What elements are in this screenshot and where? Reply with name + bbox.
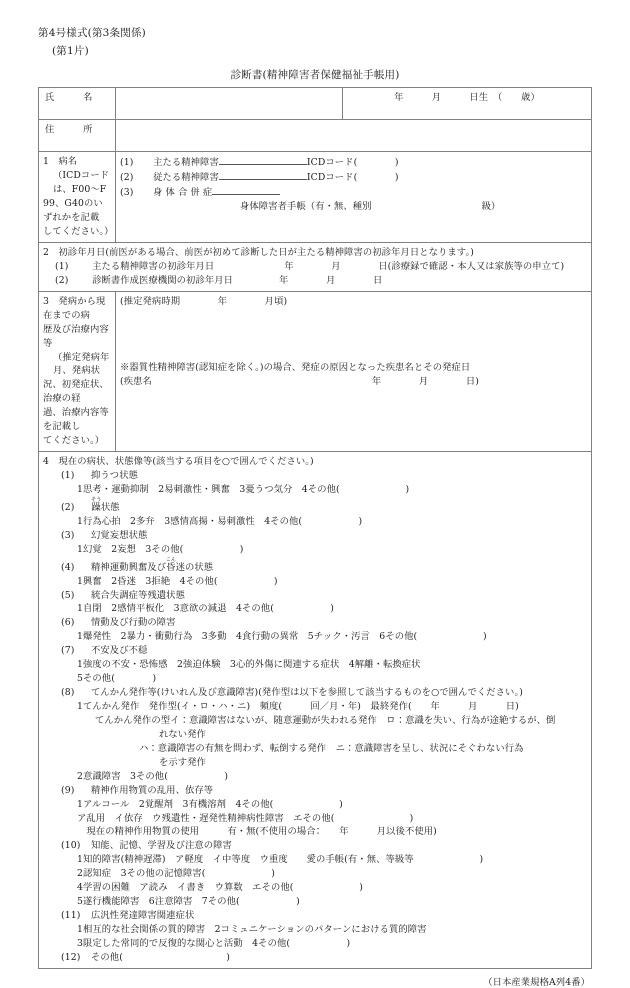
address-label: 住 所 — [39, 120, 116, 152]
sheet-number: (第1片) — [52, 45, 89, 58]
form-code: 第4号様式(第3条関係) — [38, 27, 146, 39]
intellect-options-c[interactable]: 4学習の困難 ア読み イ書き ウ算数 エその他( ) — [77, 882, 363, 894]
symptom-options-3[interactable]: 1幻覚 2妄想 3その他( ) — [77, 543, 244, 555]
substance-options-b[interactable]: ア乱用 イ依存 ウ残遺性・遅発性精神病性障害 エその他( ) — [77, 812, 414, 824]
symptom-item-1[interactable]: (1) 抑うつ状態 — [61, 470, 138, 482]
symptom-item-9[interactable]: (9) 精神作用物質の乱用、依存等 — [61, 784, 214, 796]
epilepsy-type-line-1b: れない発作 — [159, 728, 206, 740]
stupor-ruby: 昏こん — [165, 556, 177, 573]
pdd-options-a[interactable]: 1相互的な社会関係の質的障害 2コミュニケーションのパターンにおける質的障害 — [77, 924, 427, 936]
symptom-item-10[interactable]: (10) 知能、記憶、学習及び注意の障害 — [61, 840, 232, 852]
epilepsy-tail-line[interactable]: 2意識障害 3その他( ) — [77, 770, 229, 782]
section3-row — [39, 291, 592, 451]
symptom-item-8[interactable]: (8) てんかん発作等(けいれん及び意識障害)(発作型は以下を参照して該当するものを○で囲んでください。) — [61, 687, 523, 699]
mania-ruby: 躁そう — [91, 496, 102, 513]
organic-disease-line: (疾患名 年 月 日) — [120, 375, 480, 387]
symptom-options-7a[interactable]: 1強度の不安・恐怖感 2強迫体験 3心的外傷に関連する症状 4解離・転換症状 — [77, 659, 421, 671]
epilepsy-type-line-1: てんかん発作の型イ：意識障害はないが、随意運動が失われる発作 ロ：意識を失い、行為が途絶するが、倒 — [95, 714, 556, 726]
document-title: 診断書(精神障害者保健福祉手帳用) — [230, 69, 400, 82]
epilepsy-type-line-2: ハ：意識障害の有無を問わず、転倒する発作 ニ：意識障害を呈し、状況にそぐわない行為 — [139, 742, 524, 754]
intellect-options-d[interactable]: 5遂行機能障害 6注意障害 7その他( ) — [77, 896, 300, 908]
symptom-item-2[interactable]: (2) 躁そう状態 — [61, 496, 120, 513]
substance-current-use[interactable]: 現在の精神作用物質の使用 有・無(不使用の場合： 年 月以後不使用) — [77, 826, 437, 838]
symptom-item-5[interactable]: (5) 統合失調症等残遺状態 — [61, 589, 185, 601]
symptom-item-7[interactable]: (7) 不安及び不穏 — [61, 645, 148, 657]
section4-row — [39, 452, 592, 969]
section2-item1: (1) 主たる精神障害の初診年月日 年 月 日(診療録で確認・本人又は家族等の申立て) — [55, 260, 565, 272]
section1-body — [116, 152, 592, 243]
section4-heading: 4 現在の病状、状態像等(該当する項目を○で囲んでください。) — [43, 456, 314, 468]
physical-complication-line: (3) 身 体 合 併 症 — [120, 185, 587, 200]
section3-label: 3 発病から現在までの病 歴及び治療内容等 （推定発病年月、発病状 況、初発症状、治療の経 過、治療内容等を記載し てください。） — [39, 291, 116, 451]
birthdate-cell[interactable]: 年 月 日生 （ 歳） — [343, 88, 592, 120]
symptom-options-1[interactable]: 1思考・運動抑制 2易刺激性・興奮 3憂うつ気分 4その他( ) — [77, 483, 410, 495]
primary-disorder-line: (1) 主たる精神障害 ICDコード( ) — [120, 157, 399, 169]
paper-size-note: （日本産業規格A列4番） — [483, 976, 590, 988]
section2-body — [39, 242, 592, 291]
symptom-options-7b[interactable]: 5その他( ) — [77, 673, 157, 685]
intellect-options-b[interactable]: 2認知症 3その他の記憶障害( ) — [77, 868, 276, 880]
symptom-options-2[interactable]: 1行為心拍 2多弁 3感情高揚・易刺激性 4その他( ) — [77, 515, 363, 527]
address-input-cell[interactable] — [116, 120, 592, 152]
name-label: 氏 名 — [39, 88, 116, 120]
symptom-options-4[interactable]: 1興奮 2昏迷 3拒絶 4その他( ) — [77, 575, 278, 587]
certificate-table — [38, 87, 592, 969]
epilepsy-seizure-line[interactable]: 1てんかん発作 発作型(イ・ロ・ハ・ニ) 頻度( 回／月・年) 最終発作( 年 月 日) — [77, 701, 519, 713]
section1-row — [39, 152, 592, 243]
symptom-item-6[interactable]: (6) 情動及び行動の障害 — [61, 617, 176, 629]
section4-body — [39, 452, 592, 969]
organic-note: ※器質性精神障害(認知症を除く。)の場合、発症の原因となった疾患名とその発症日 — [120, 361, 471, 373]
epilepsy-type-line-2b: を示す発作 — [159, 756, 206, 768]
address-row — [39, 120, 592, 152]
pdd-options-b[interactable]: 3限定した常同的で反復的な関心と活動 4その他( ) — [77, 937, 351, 949]
primary-disorder-blank[interactable] — [219, 155, 307, 165]
secondary-disorder-line: (2) 従たる精神障害 ICDコード( ) — [120, 171, 399, 183]
section1-label: 1 病名 （ICDコードは、F00〜F 99、G40のいずれかを記載 してください。） — [39, 152, 116, 243]
secondary-disorder-blank[interactable] — [219, 170, 307, 180]
disability-book-line[interactable]: 身体障害者手帳（有・無、種別 級） — [240, 200, 501, 212]
section2-item2: (2) 診断書作成医療機関の初診年月日 年 月 日 — [55, 274, 383, 286]
symptom-options-5[interactable]: 1自閉 2感情平板化 3意欲の減退 4その他( ) — [77, 603, 335, 615]
symptom-item-12[interactable]: (12) その他( ) — [61, 951, 231, 963]
physical-complication-blank[interactable] — [212, 185, 280, 195]
symptom-item-11[interactable]: (11) 広汎性発達障害関連症状 — [61, 910, 195, 922]
symptom-options-6[interactable]: 1爆発性 2暴力・衝動行為 3多動 4食行動の異常 5チック・汚言 6その他( ) — [77, 631, 487, 643]
intellect-options-a[interactable]: 1知的障害(精神遅滞) ア軽度 イ中等度 ウ重度 愛の手帳(有・無、等級等 ) — [77, 854, 484, 866]
name-input-cell[interactable] — [116, 88, 343, 120]
onset-period[interactable]: (推定発病時期 年 月頃) — [120, 295, 288, 307]
symptom-item-3[interactable]: (3) 幻覚妄想状態 — [61, 529, 148, 541]
name-row — [39, 88, 592, 120]
symptom-item-4[interactable]: (4) 精神運動興奮及び昏こん迷の状態 — [61, 556, 214, 573]
section3-body — [116, 291, 592, 451]
section2-heading: 2 初診年月日(前医がある場合、前医が初めて診断した日が主たる精神障害の初診年月日となります。) — [43, 246, 474, 258]
substance-options-a[interactable]: 1アルコール 2覚醒剤 3有機溶剤 4その他( ) — [77, 798, 343, 810]
section2-row — [39, 242, 592, 291]
